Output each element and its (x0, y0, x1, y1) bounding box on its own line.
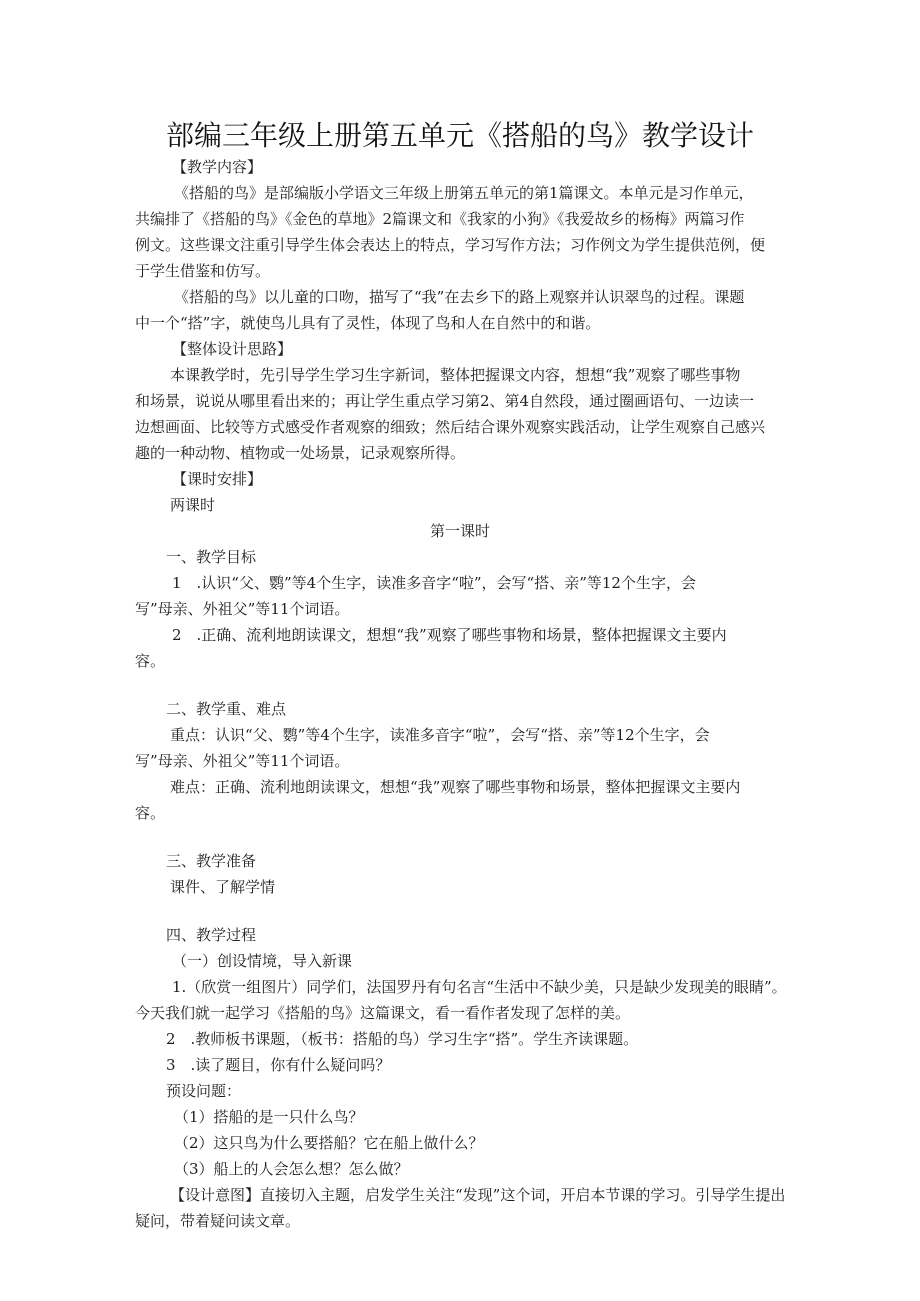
content-p1-line3: 例文。这些课文注重引导学生体会表达上的特点，学习写作方法；习作例文为学生提供范例，便 (135, 236, 766, 254)
lesson-one-heading: 第一课时 (429, 522, 490, 540)
process-question-1: （1）搭船的是一只什么鸟？ (174, 1108, 364, 1126)
goal-1-line2: 写”母亲、外祖父”等11个词语。 (135, 600, 350, 618)
process-sub1: （一）创设情境，导入新课 (172, 952, 353, 970)
keypoint-key-line1: 重点：认识“父、鹦”等4个生字，读准多音字“啦”，会写“搭、亲”等12个生字，会 (170, 726, 710, 744)
content-p2-line1: 《搭船的鸟》以儿童的口吻，描写了“我”在去乡下的路上观察并认识翠鸟的过程。课题 (174, 288, 745, 306)
design-line2: 和场景，说说从哪里看出来的；再让学生重点学习第2、第4自然段，通过圈画语句、一边读一 (135, 392, 755, 410)
schedule-heading: 【课时安排】 (172, 470, 263, 488)
goal-1-line1: 1 .认识“父、鹦”等4个生字，读准多音字“啦”，会写“搭、亲”等12个生字，会 (172, 574, 696, 592)
content-p1-line4: 于学生借鉴和仿写。 (135, 262, 271, 280)
goal-2-line1: 2 .正确、流利地朗读课文，想想“我”观察了哪些事物和场景，整体把握课文主要内 (172, 626, 727, 644)
content-p1-line1: 《搭船的鸟》是部编版小学语文三年级上册第五单元的第1篇课文。本单元是习作单元， (174, 184, 754, 202)
content-p2-line2: 中一个“搭”字，就使鸟儿具有了灵性，体现了鸟和人在自然中的和谐。 (135, 314, 601, 332)
keypoint-difficult-line1: 难点：正确、流利地朗读课文，想想“我”观察了哪些事物和场景，整体把握课文主要内 (170, 778, 741, 796)
process-intent-line2: 疑问，带着疑问读文章。 (135, 1212, 301, 1230)
prep-heading: 三、教学准备 (166, 852, 257, 870)
design-heading: 【整体设计思路】 (172, 340, 293, 358)
process-question-2: （2）这只鸟为什么要搭船？它在船上做什么？ (174, 1134, 484, 1152)
process-preset-label: 预设问题： (166, 1082, 242, 1100)
keypoint-difficult-line2: 容。 (135, 804, 166, 822)
content-heading: 【教学内容】 (172, 158, 263, 176)
process-step1-line2: 今天我们就一起学习《搭船的鸟》这篇课文，看一看作者发现了怎样的美。 (135, 1004, 631, 1022)
keypoint-key-line2: 写”母亲、外祖父”等11个词语。 (135, 752, 350, 770)
schedule-value: 两课时 (170, 496, 216, 514)
process-step1-line1: 1.（欣赏一组图片）同学们，法国罗丹有句名言“生活中不缺少美，只是缺少发现美的眼睛”。 (172, 978, 787, 996)
keypoints-heading: 二、教学重、难点 (166, 700, 287, 718)
goals-heading: 一、教学目标 (166, 548, 257, 566)
process-step2: 2 .教师板书课题，（板书：搭船的鸟）学习生字“搭”。学生齐读课题。 (166, 1030, 639, 1048)
process-intent-line1: 【设计意图】直接切入主题，启发学生关注“发现”这个词，开启本节课的学习。引导学生提出 (170, 1186, 786, 1204)
goal-2-line2: 容。 (135, 652, 166, 670)
process-question-3: （3）船上的人会怎么想？怎么做？ (174, 1160, 409, 1178)
process-step3: 3 .读了题目，你有什么疑问吗？ (166, 1056, 391, 1074)
process-heading: 四、教学过程 (166, 926, 257, 944)
document-title: 部编三年级上册第五单元《搭船的鸟》教学设计 (165, 119, 754, 152)
design-line4: 趣的一种动物、植物或一处场景，记录观察所得。 (135, 444, 466, 462)
prep-value: 课件、了解学情 (170, 878, 276, 896)
design-line3: 边想画面、比较等方式感受作者观察的细致；然后结合课外观察实践活动，让学生观察自己感兴 (135, 418, 766, 436)
content-p1-line2: 共编排了《搭船的鸟》《金色的草地》2篇课文和《我家的小狗》《我爱故乡的杨梅》两篇习作 (135, 210, 745, 228)
design-line1: 本课教学时，先引导学生学习生字新词，整体把握课文内容，想想“我”观察了哪些事物 (170, 366, 741, 384)
